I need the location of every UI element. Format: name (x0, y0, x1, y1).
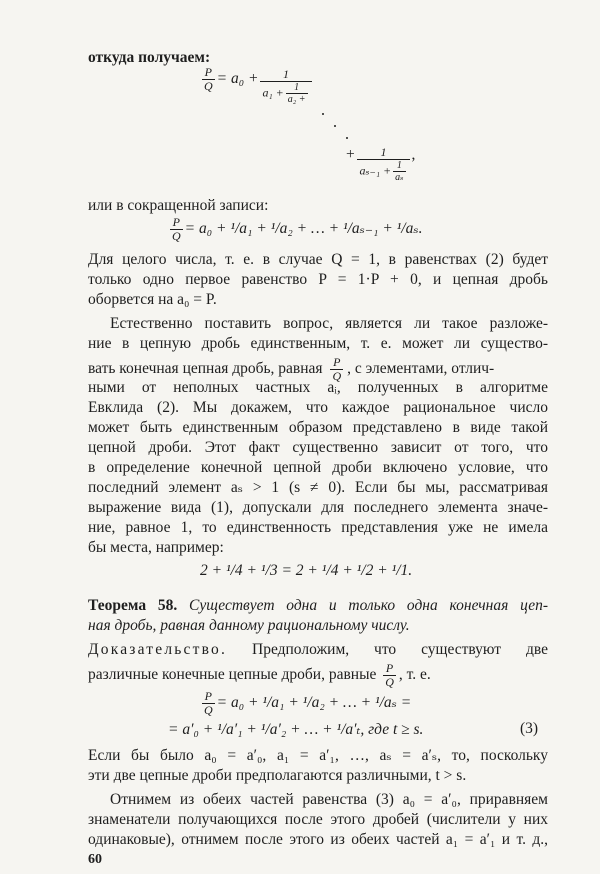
text-line: последний элемент aₛ > 1 (s ≠ 0). Если бы мы, рассматривая (88, 479, 548, 496)
text-line: в определение конечной цепной дроби включено условие, что (88, 459, 548, 476)
text-line: Если бы было a₀ = a′₀, a₁ = a′₁, …, aₛ = a′ₛ, то, поскольку (88, 747, 548, 764)
proof-line: Доказательство. Предположим, что существуют две (88, 641, 548, 658)
equation-3-bottom: = a′₀ + ¹/a′₁ + ¹/a′₂ + … + ¹/a′ₜ, где t ≥ s. (168, 721, 424, 738)
text-line: откуда получаем: (88, 49, 211, 66)
text-line: знаменатели получающихся после этого дробей (числители у них (88, 811, 548, 828)
text-line: бы места, например: (88, 539, 224, 556)
text-line: цепной дроби. Этот факт существенно зависит от того, что (88, 439, 548, 456)
continued-fraction-tail: + 1 aₛ₋₁ + $\frac{1}{\text{aₛ}}$ , (345, 145, 416, 183)
continued-fraction-formula: $\frac{P}{Q}$ = a₀ + 1 a₁ + $\frac{1}{\text{a₂ +}}$ (200, 66, 314, 105)
fraction-p-over-q: $\frac{P}{Q}$ (204, 65, 213, 93)
short-notation-formula: $\frac{P}{Q}$ = a₀ + ¹/a₁ + ¹/a₂ + … + ¹/aₛ₋₁ + ¹/aₛ. (172, 215, 423, 243)
text-line: вать конечная цепная дробь, равная $\frac{P}{Q}$ , с элементами, отлич- (88, 355, 495, 383)
example-formula: 2 + ¹/4 + ¹/3 = 2 + ¹/4 + ¹/2 + ¹/1. (200, 562, 413, 579)
equation-number: (3) (520, 720, 539, 737)
ellipsis-dot (346, 137, 348, 139)
text-line: может быть единственным образом представлено в виде такой (88, 419, 548, 436)
page-number: 60 (88, 852, 102, 867)
text-line: Естественно поставить вопрос, является ли такое разложе- (110, 315, 548, 332)
text-line: оборвется на a₀ = P. (88, 291, 217, 308)
nested-fraction: 1 a₁ + $\frac{1}{\text{a₂ +}}$ (260, 68, 311, 105)
equation-3-top: $\frac{P}{Q}$ = a₀ + ¹/a₁ + ¹/a₂ + … + ¹/aₛ = (204, 689, 412, 717)
ellipsis-dot (322, 113, 324, 115)
text-line: Для целого числа, т. е. в случае Q = 1, в равенствах (2) будет (88, 251, 548, 268)
text-line: выражение вида (1), допускали для последнего элемента значе- (88, 499, 548, 516)
ellipsis-dot (334, 125, 336, 127)
text-line: ными от неполных частных aᵢ, полученных в алгоритме (88, 379, 548, 396)
text-line: только одно первое равенство P = 1·P + 0, и цепная дробь (88, 271, 548, 288)
text-line: или в сокращенной записи: (88, 197, 269, 214)
text-line: Евклида (2). Мы докажем, что каждое рациональное число (88, 399, 548, 416)
text-line: ние, равное 1, то единственность представления уже не имела (88, 519, 548, 536)
text-line: ние в цепную дробь единственным, т. е. может ли существо- (88, 335, 548, 352)
theorem-line: Теорема 58. Существует одна и только одна конечная цеп- (88, 597, 548, 614)
text-line: эти две цепные дроби предполагаются различными, t > s. (88, 767, 467, 784)
text-line: одинаковые), отнимем после этого из обеих частей a₁ = a′₁ и т. д., (88, 831, 548, 848)
text-line: различные конечные цепные дроби, равные $\frac{P}{Q}$ , т. е. (88, 661, 431, 689)
theorem-line: ная дробь, равная данному рациональному числу. (88, 617, 410, 634)
text-line: Отнимем из обеих частей равенства (3) a₀ = a′₀, приравняем (110, 791, 548, 808)
